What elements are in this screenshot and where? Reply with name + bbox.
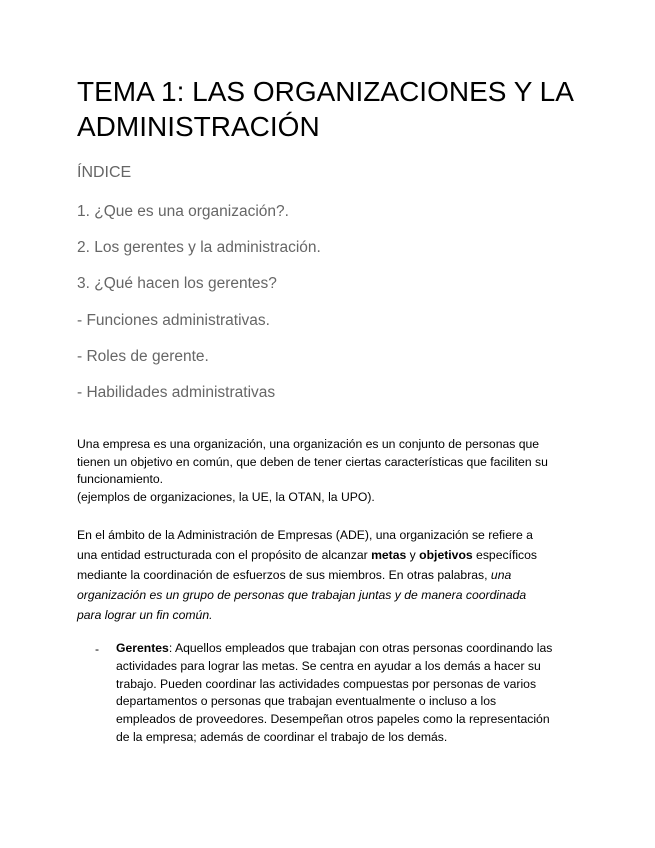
index-item: - Roles de gerente. <box>77 348 209 365</box>
index-item: 3. ¿Qué hacen los gerentes? <box>77 275 277 292</box>
list-item-line <box>116 640 586 658</box>
paragraph-line: Una empresa es una organización, una organización es un conjunto de personas que <box>77 437 540 451</box>
title-line: TEMA 1: LAS ORGANIZACIONES Y LA <box>77 76 574 107</box>
paragraph-line <box>77 605 577 625</box>
index-item: 2. Los gerentes y la administración. <box>77 239 321 256</box>
list-bullet-marker: - <box>95 642 100 656</box>
italic-text: organización es un grupo de personas que trabajan juntas y de manera coordinada <box>77 588 527 602</box>
text-run: una entidad estructurada con el propósito de alcanzar <box>77 548 372 562</box>
list-item-line: empleados de proveedores. Desempeñan otros papeles como la representación <box>116 712 550 727</box>
index-item: - Habilidades administrativas <box>77 384 276 401</box>
list-item-line: trabajo. Pueden coordinar las actividades compuestas por personas de varios <box>116 676 537 691</box>
paragraph-line <box>77 585 577 605</box>
list-item-gerentes <box>116 640 586 747</box>
list-item-line: de la empresa; además de coordinar el trabajo de los demás. <box>116 729 448 744</box>
paragraph-line: funcionamiento. <box>77 472 164 487</box>
bold-term-metas: metas <box>371 548 407 562</box>
paragraph-line <box>77 545 577 565</box>
text-run: y <box>406 548 420 562</box>
title-line: ADMINISTRACIÓN <box>77 111 320 142</box>
list-item-line: actividades para lograr las metas. Se centra en ayudar a los demás a hacer su <box>116 658 541 673</box>
index-item: - Funciones administrativas. <box>77 312 270 329</box>
document-title <box>77 74 617 144</box>
paragraph-line: En el ámbito de la Administración de Empresas (ADE), una organización se refiere a <box>77 528 533 542</box>
index-item: 1. ¿Que es una organización?. <box>77 203 289 220</box>
paragraph-organization-definition <box>77 436 577 507</box>
bold-term-objetivos: objetivos <box>419 548 473 562</box>
list-item-line: departamentos o personas que trabajan eventualmente o incluso a los <box>116 694 497 709</box>
paragraph-line: tienen un objetivo en común, que deben de tener ciertas características que faciliten su <box>77 454 548 469</box>
text-run: específicos <box>472 548 538 562</box>
text-run: mediante la coordinación de esfuerzos de sus miembros. En otras palabras, <box>77 568 491 582</box>
bold-term-gerentes: Gerentes <box>116 641 169 655</box>
paragraph-line: (ejemplos de organizaciones, la UE, la OTAN, la UPO). <box>77 490 375 505</box>
index-heading: ÍNDICE <box>77 164 132 181</box>
italic-text: para lograr un fin común. <box>77 608 213 622</box>
text-run: : Aquellos empleados que trabajan con otras personas coordinando las <box>168 641 553 655</box>
italic-text: una <box>490 568 512 582</box>
paragraph-line <box>77 565 577 585</box>
paragraph-ade-organization <box>77 525 577 625</box>
